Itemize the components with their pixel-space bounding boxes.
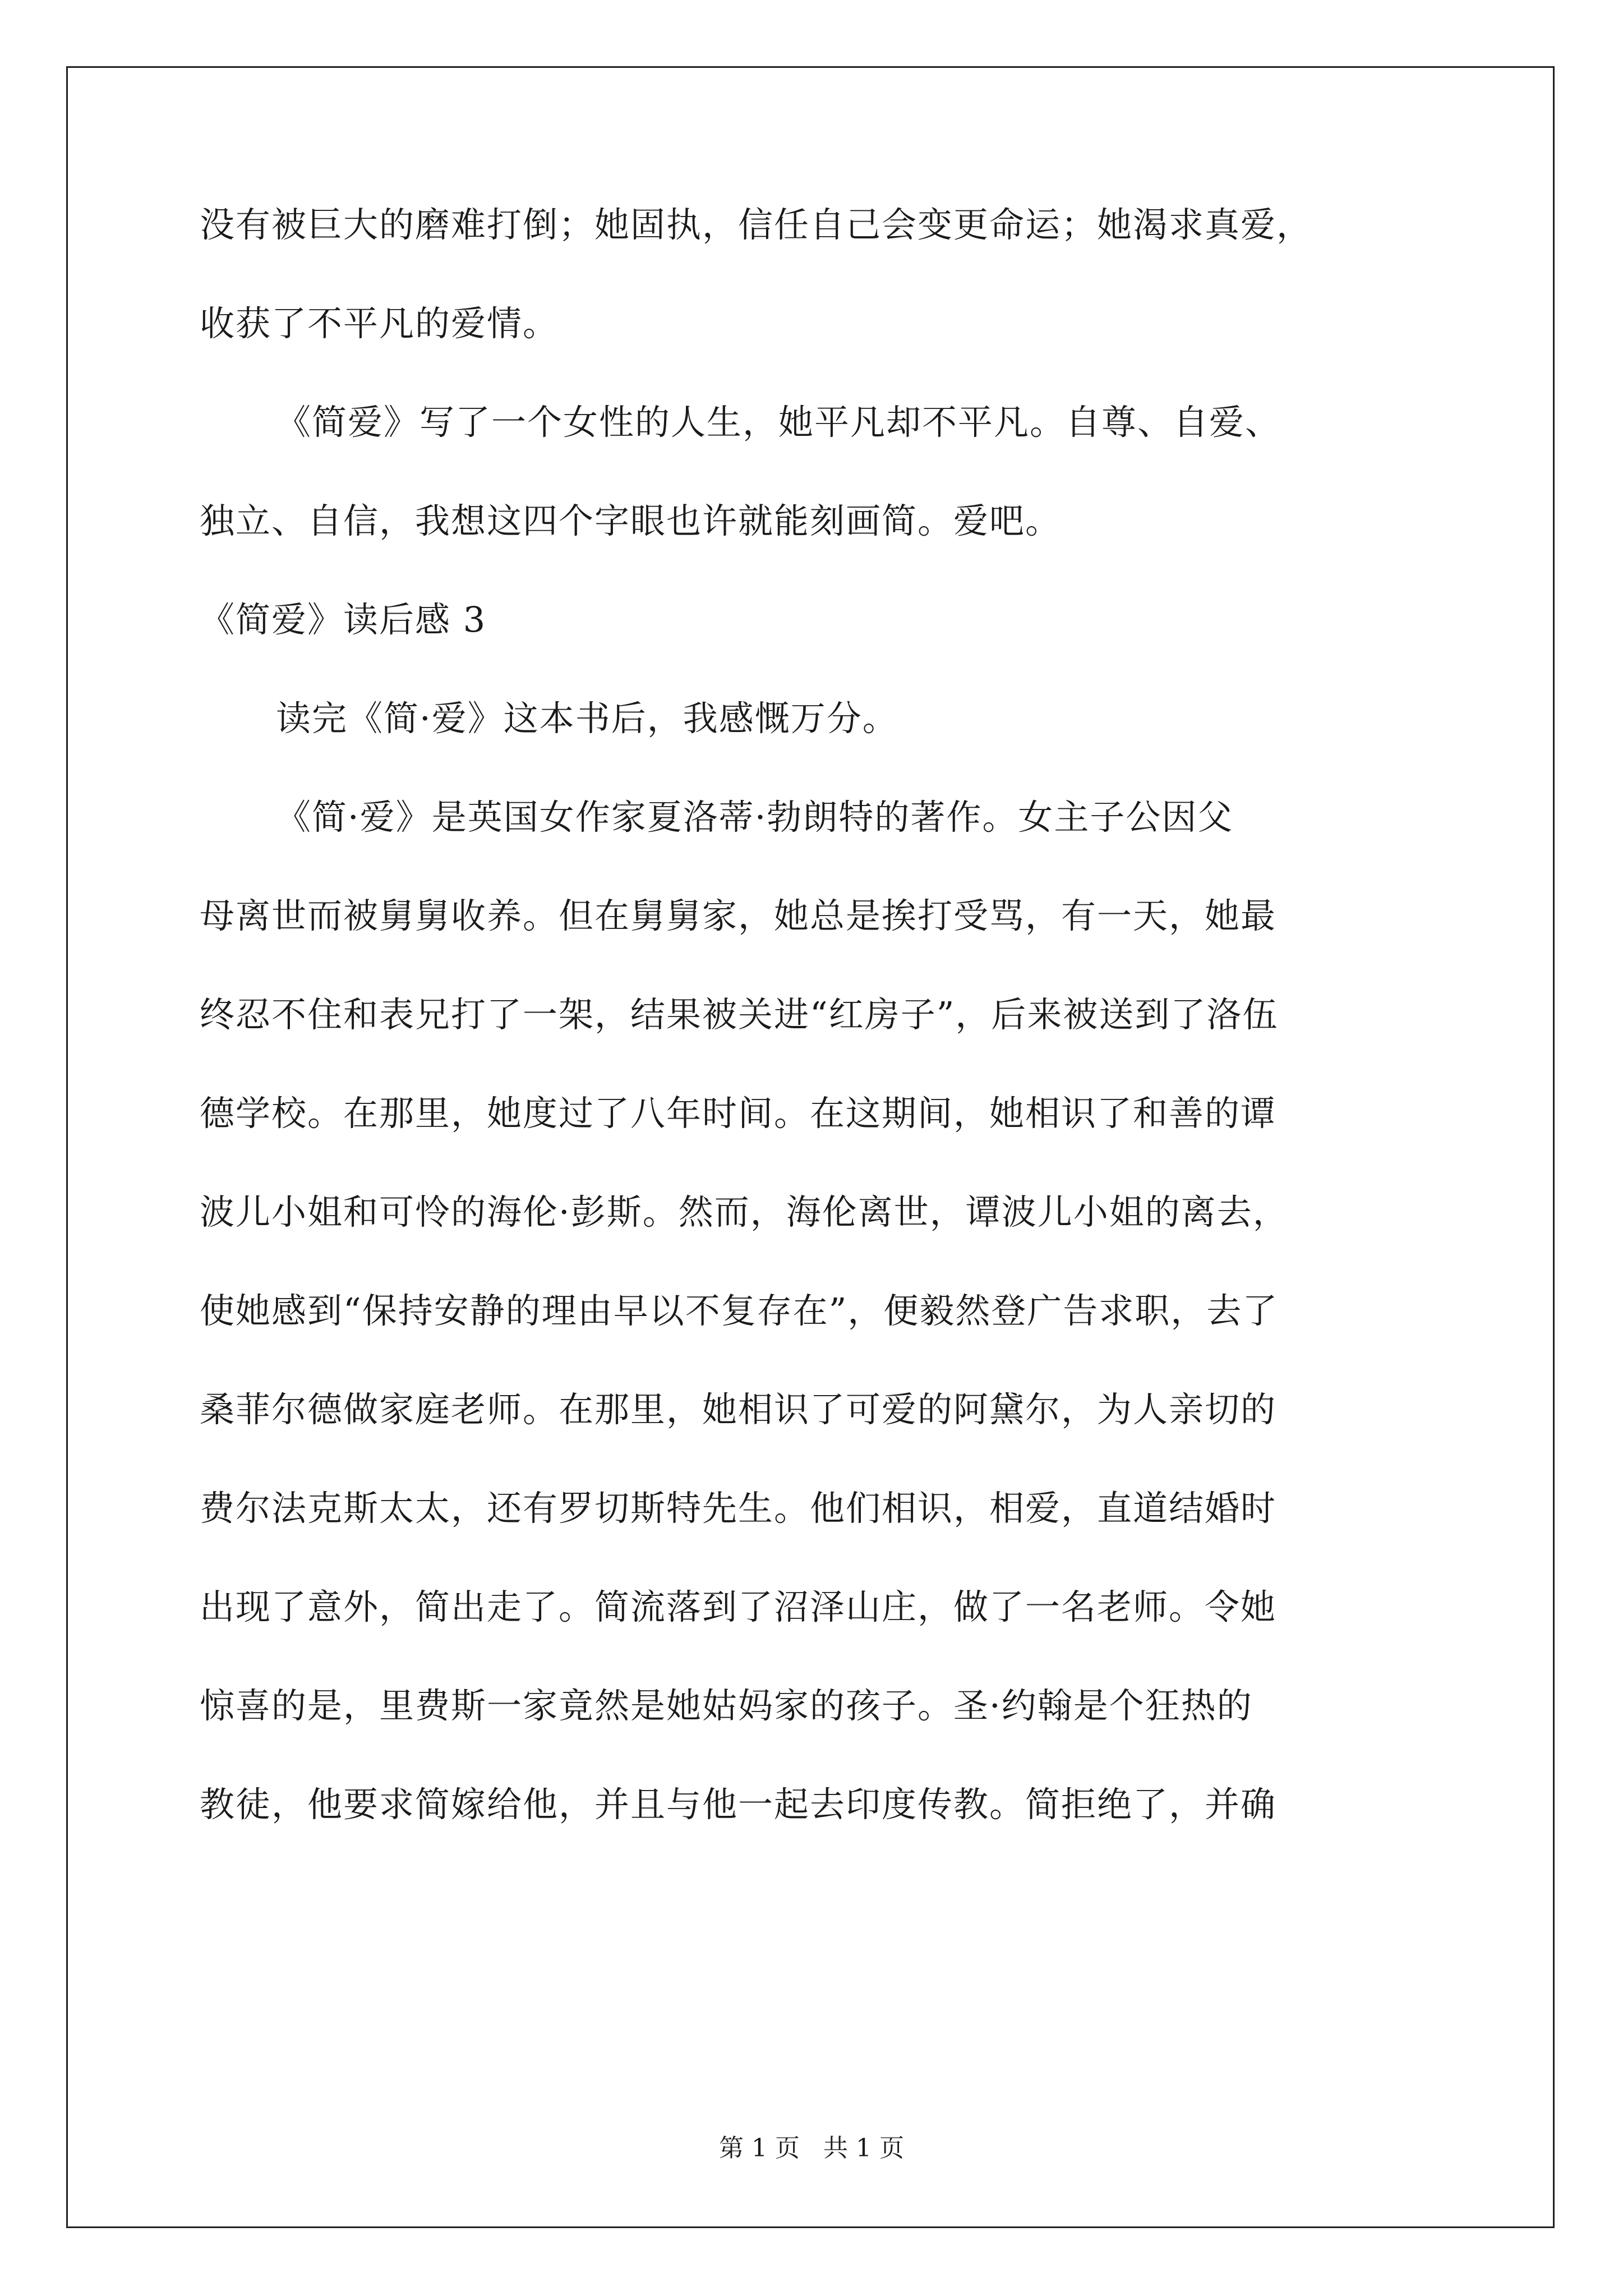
body-line: 独立、自信，我想这四个字眼也许就能刻画简。爱吧。 [200,500,1062,541]
body-line: 出现了意外，简出走了。简流落到了沼泽山庄，做了一名老师。令她 [200,1586,1277,1627]
body-line: 使她感到“保持安静的理由早以不复存在”，便毅然登广告求职，去了 [200,1290,1279,1331]
page-footer: 第 1 页 共 1 页 [719,2134,904,2162]
section-heading: 《简爱》读后感 3 [200,599,487,640]
body-line: 母离世而被舅舅收养。但在舅舅家，她总是挨打受骂，有一天，她最 [200,895,1277,936]
paragraph-first-line: 读完《简·爱》这本书后，我感慨万分。 [276,698,898,739]
body-line: 桑菲尔德做家庭老师。在那里，她相识了可爱的阿黛尔，为人亲切的 [200,1389,1277,1430]
body-line: 德学校。在那里，她度过了八年时间。在这期间，她相识了和善的谭 [200,1093,1277,1134]
paragraph-first-line: 《简爱》写了一个女性的人生，她平凡却不平凡。自尊、自爱、 [276,402,1281,443]
body-line: 费尔法克斯太太，还有罗切斯特先生。他们相识，相爱，直道结婚时 [200,1488,1277,1529]
paragraph-first-line: 《简·爱》是英国女作家夏洛蒂·勃朗特的著作。女主子公因父 [276,797,1234,838]
body-line: 惊喜的是，里费斯一家竟然是她姑妈家的孩子。圣·约翰是个狂热的 [200,1685,1253,1726]
body-line: 波儿小姐和可怜的海伦·彭斯。然而，海伦离世，谭波儿小姐的离去， [200,1191,1289,1232]
page-border [66,66,1555,2228]
body-line: 没有被巨大的磨难打倒；她固执，信任自己会变更命运；她渴求真爱， [200,204,1313,245]
body-line: 终忍不住和表兄打了一架，结果被关进“红房子”，后来被送到了洛伍 [200,994,1279,1035]
body-line: 收获了不平凡的爱情。 [200,303,559,344]
body-line: 教徒，他要求简嫁给他，并且与他一起去印度传教。简拒绝了，并确 [200,1784,1277,1825]
